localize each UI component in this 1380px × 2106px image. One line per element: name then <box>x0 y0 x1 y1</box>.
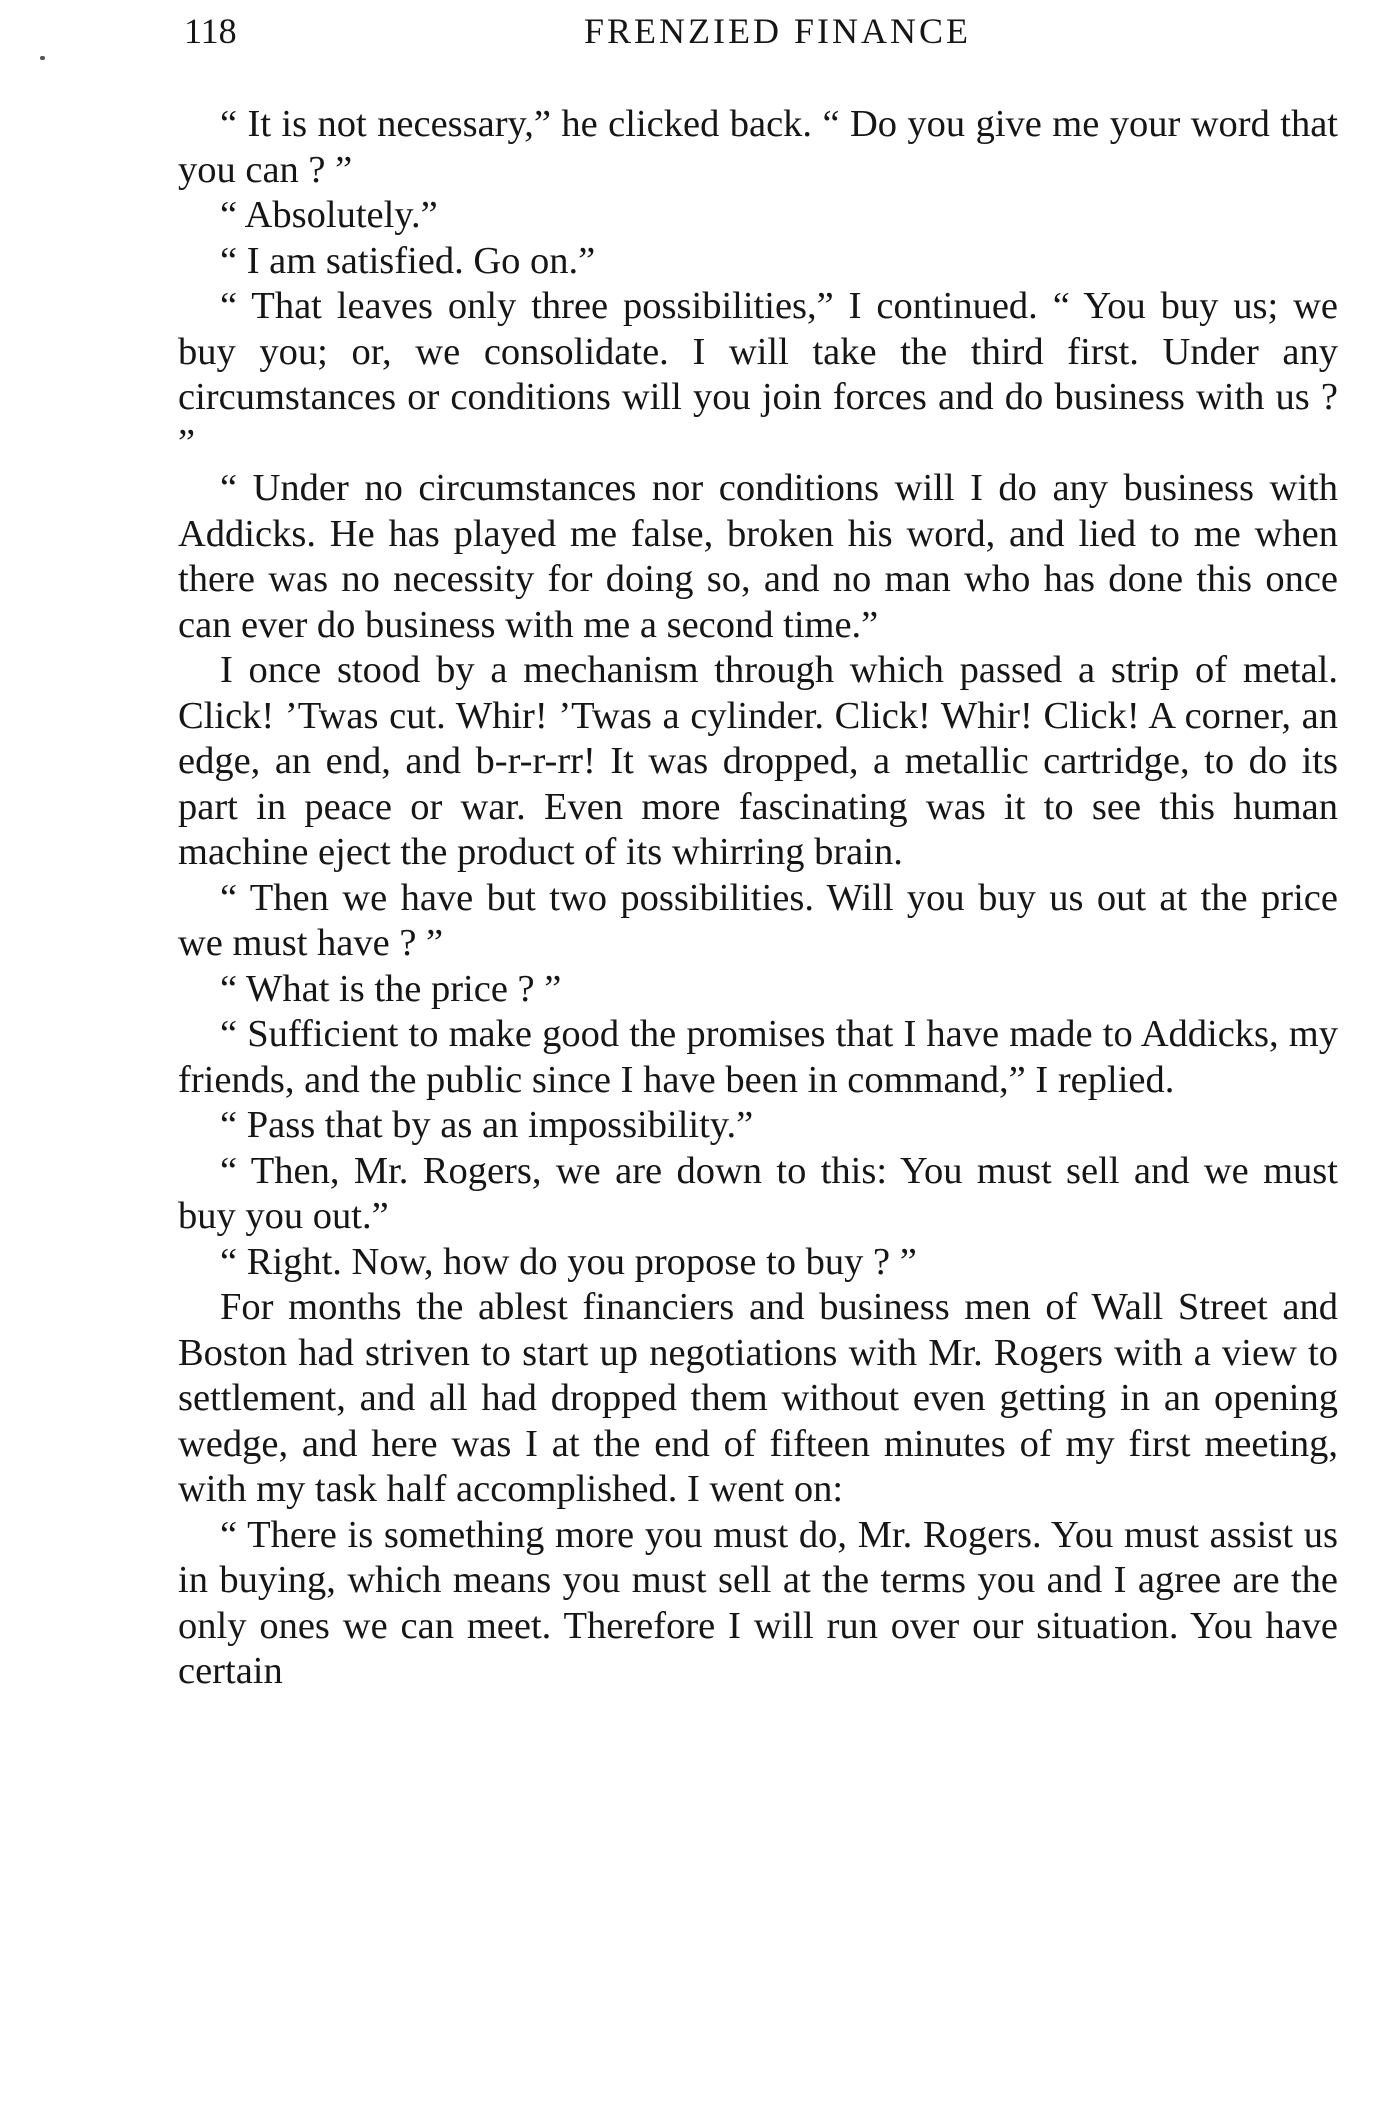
paragraph: “ What is the price ? ” <box>220 967 562 1010</box>
paragraph: “ Sufficient to make good the promises that I have made to Addicks, my friends, and the public since I have been in command,” I replied. <box>178 1013 1338 1101</box>
paragraph: “ I am satisfied. Go on.” <box>220 239 596 282</box>
body-text <box>178 102 1338 1695</box>
running-head <box>180 6 1335 56</box>
paragraph: “ Then we have but two possibilities. Will you buy us out at the price we must have ? ” <box>178 876 1338 964</box>
paragraph: “ There is something more you must do, Mr. Rogers. You must assist us in buying, which means you must sell at the terms you and I agree are the only ones we can meet. Therefore I will run over our situation. You have certain <box>178 1513 1338 1692</box>
paragraph: For months the ablest financiers and business men of Wall Street and Boston had striven to start up negotiations with Mr. Rogers with a view to settlement, and all had dropped them without even getting in an opening wedge, and here was I at the end of fifteen minutes of my first meeting, with my task half accomplished. I went on: <box>178 1286 1338 1510</box>
paragraph: “ Absolutely.” <box>220 194 438 236</box>
paragraph: “ Under no circumstances nor conditions will I do any business with Addicks. He has played me false, broken his word, and lied to me when there was no necessity for doing so, and no man who has done this once can ever do business with me a second time.” <box>178 467 1338 646</box>
paragraph: “ That leaves only three possibilities,” I continued. “ You buy us; we buy you; or, we consolidate. I will take the third first. Under any circumstances or conditions will you join forces and do business with us ? ” <box>178 285 1338 464</box>
page-number: 118 <box>184 11 237 51</box>
paragraph: “ Right. Now, how do you propose to buy ? ” <box>220 1240 917 1283</box>
paragraph: “ Pass that by as an impossibility.” <box>220 1104 754 1146</box>
paragraph: I once stood by a mechanism through which passed a strip of metal. Click! ’Twas cut. Whir! ’Twas a cylinder. Click! Whir! Click! A corner, an edge, an end, and b-r-r-rr! It was dropped, a metallic cartridge, to do its part in peace or war. Even more fascinating was it to see this human machine eject the product of its whirring brain. <box>178 649 1338 873</box>
running-title: FRENZIED FINANCE <box>584 11 971 51</box>
paragraph: “ It is not necessary,” he clicked back. “ Do you give me your word that you can ? ” <box>178 103 1338 191</box>
margin-mark <box>40 56 45 60</box>
paragraph: “ Then, Mr. Rogers, we are down to this: You must sell and we must buy you out.” <box>178 1149 1338 1237</box>
